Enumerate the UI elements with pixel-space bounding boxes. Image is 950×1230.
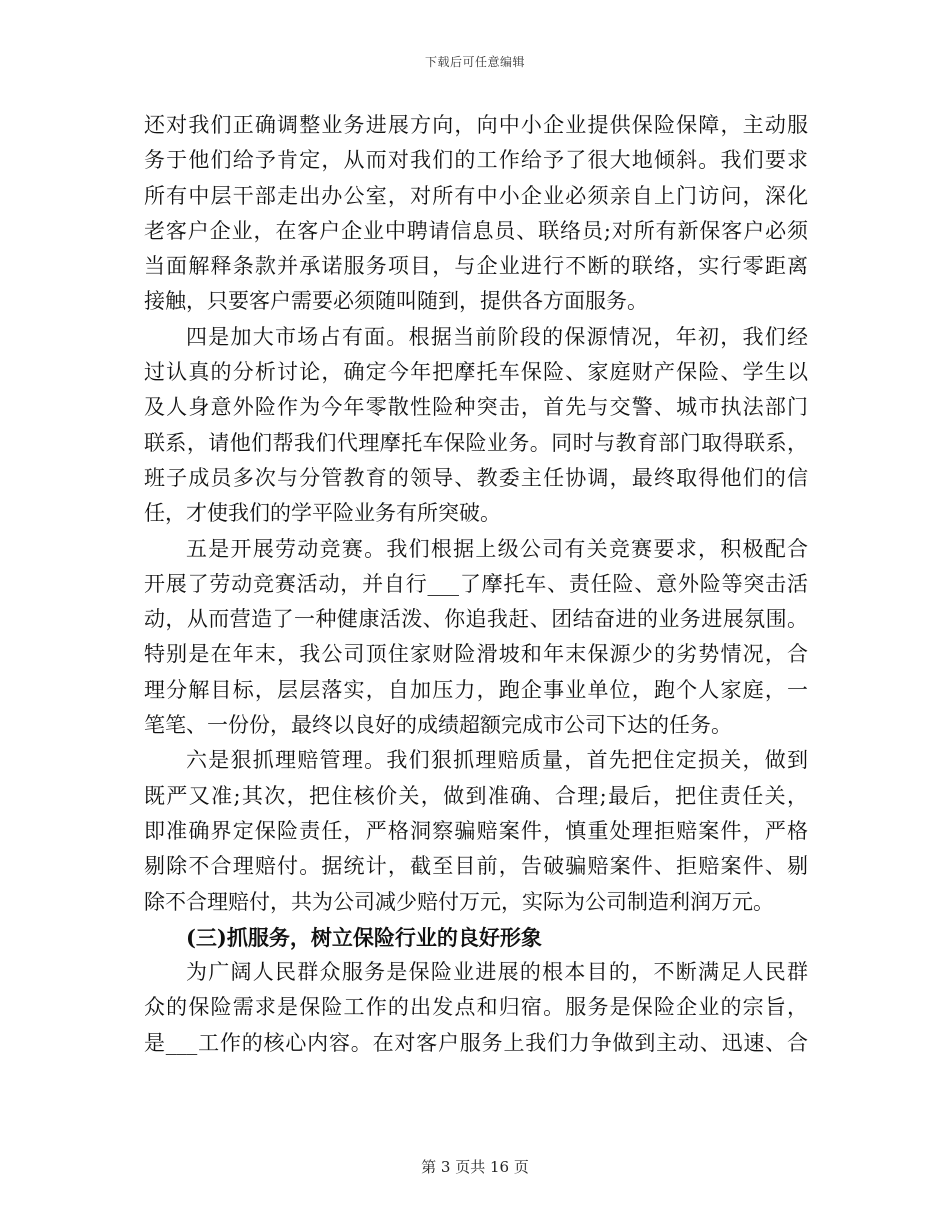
text-line: 特别是在年末，我公司顶住家财险滑坡和年末保源少的劣势情况，合 — [144, 642, 808, 667]
text-line: 任，才使我们的学平险业务有所突破。 — [144, 501, 501, 526]
text-line: 接触，只要客户需要必须随叫随到，提供各方面服务。 — [144, 289, 648, 314]
text-line: 当面解释条款并承诺服务项目，与企业进行不断的联络，实行零距离 — [144, 254, 808, 279]
paragraph-start-line: 为广阔人民群众服务是保险业进展的根本目的，不断满足人民群 — [186, 960, 808, 985]
text-line: 众的保险需求是保险工作的出发点和归宿。服务是保险企业的宗旨， — [144, 995, 808, 1020]
page-header: 下载后可任意编辑 — [424, 55, 525, 69]
text-line: 所有中层干部走出办公室，对所有中小企业必须亲自上门访问，深化 — [144, 183, 808, 208]
text-line: 联系，请他们帮我们代理摩托车保险业务。同时与教育部门取得联系， — [144, 430, 808, 455]
text-line: 是___工作的核心内容。在对客户服务上我们力争做到主动、迅速、合 — [144, 1030, 808, 1055]
text-line: 老客户企业，在客户企业中聘请信息员、联络员;对所有新保客户必须 — [144, 218, 808, 243]
text-line: 动，从而营造了一种健康活泼、你追我赶、团结奋进的业务进展氛围。 — [144, 607, 808, 632]
text-line: 还对我们正确调整业务进展方向，向中小企业提供保险保障，主动服 — [144, 113, 808, 137]
paragraph-start-line: 六是狠抓理赔管理。我们狠抓理赔质量，首先把住定损关，做到 — [186, 748, 808, 773]
document-body — [144, 108, 808, 1061]
text-line: 理分解目标，层层落实，自加压力，跑企事业单位，跑个人家庭，一 — [144, 677, 808, 702]
text-line: 及人身意外险作为今年零散性险种突击，首先与交警、城市执法部门 — [144, 395, 808, 420]
page-number-footer: 第 3 页共 16 页 — [421, 1158, 529, 1176]
text-line: 开展了劳动竞赛活动，并自行___了摩托车、责任险、意外险等突击活 — [144, 571, 808, 596]
paragraph-start-line: 五是开展劳动竞赛。我们根据上级公司有关竞赛要求，积极配合 — [186, 536, 808, 561]
text-line: 除不合理赔付，共为公司减少赔付万元，实际为公司制造利润万元。 — [144, 889, 774, 914]
text-line: 既严又准;其次，把住核价关，做到准确、合理;最后，把住责任关， — [144, 783, 808, 808]
paragraph-start-line: 四是加大市场占有面。根据当前阶段的保源情况，年初，我们经 — [186, 324, 808, 349]
text-line: 务于他们给予肯定，从而对我们的工作给予了很大地倾斜。我们要求 — [144, 148, 808, 173]
text-line: 剔除不合理赔付。据统计，截至目前，告破骗赔案件、拒赔案件、剔 — [144, 854, 808, 879]
text-line: 即准确界定保险责任，严格洞察骗赔案件，慎重处理拒赔案件，严格 — [144, 818, 808, 843]
text-line: 过认真的分析讨论，确定今年把摩托车保险、家庭财产保险、学生以 — [144, 360, 808, 385]
section-heading: (三)抓服务，树立保险行业的良好形象 — [186, 924, 542, 950]
text-line: 班子成员多次与分管教育的领导、教委主任协调，最终取得他们的信 — [144, 465, 808, 490]
text-line: 笔笔、一份份，最终以良好的成绩超额完成市公司下达的任务。 — [144, 713, 732, 738]
